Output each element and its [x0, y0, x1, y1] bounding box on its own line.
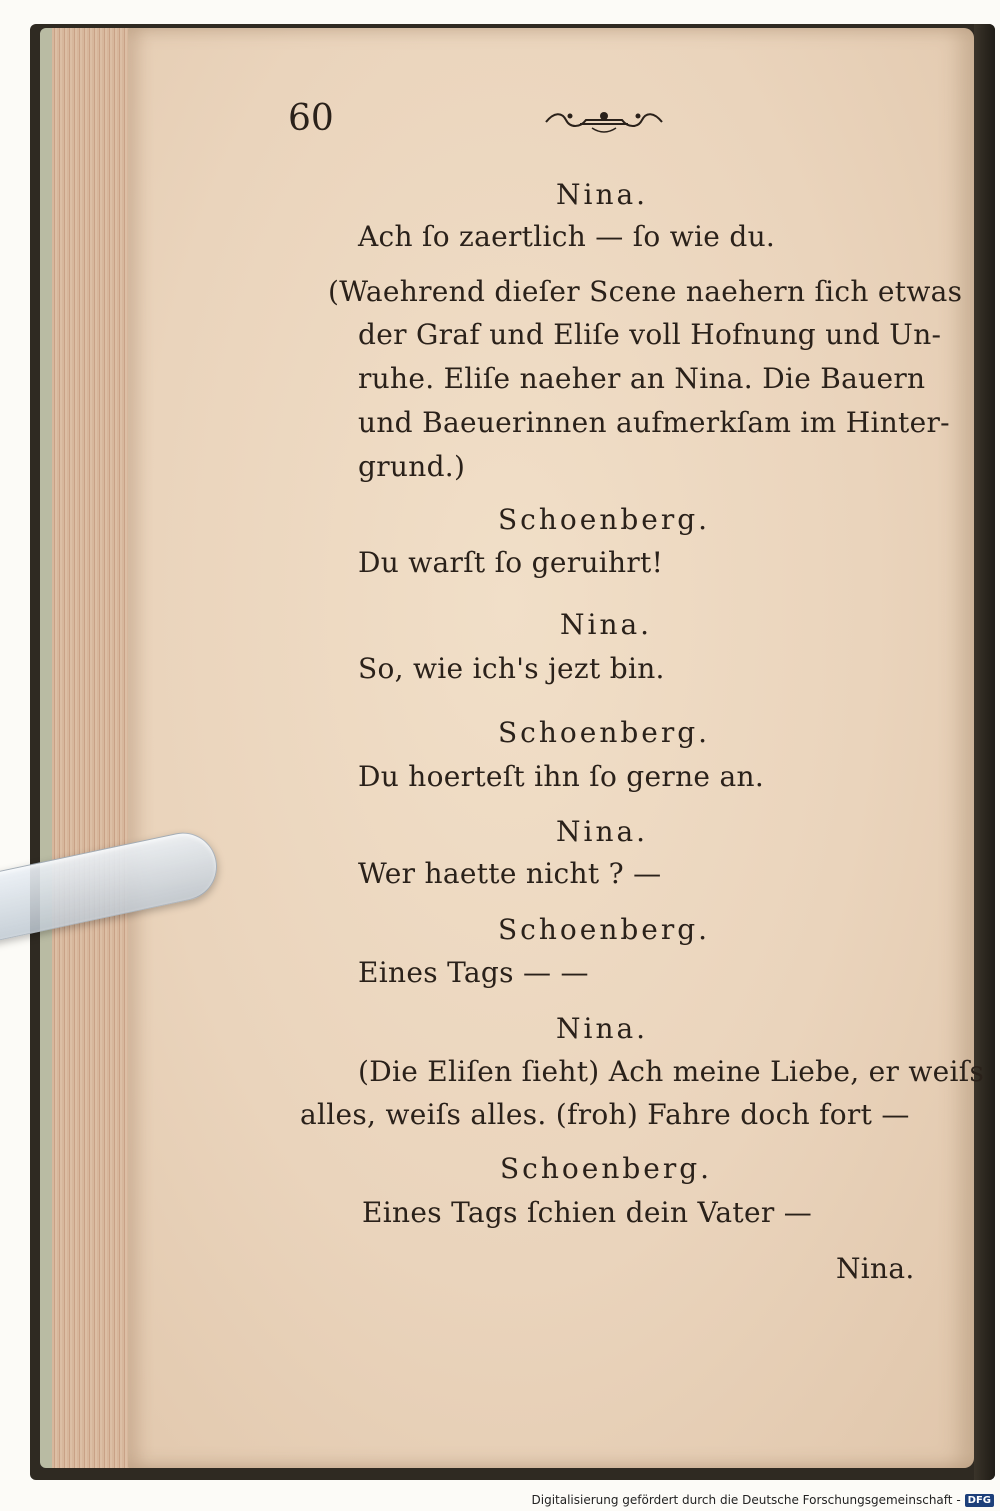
speaker-name: Nina. — [556, 1012, 649, 1045]
footer-text: Digitalisierung gefördert durch die Deutsche Forschungsgemeinschaft - — [531, 1493, 961, 1507]
facing-page-edge — [974, 24, 995, 1480]
dialogue-line: So, wie ich's jezt bin. — [358, 652, 665, 685]
ornament-icon — [540, 106, 668, 138]
dialogue-line: Du warſt ſo geruihrt! — [358, 546, 664, 579]
dialogue-line: alles, weiſs alles. (froh) Fahre doch fort — — [300, 1098, 910, 1131]
digitization-credit — [532, 1493, 995, 1507]
speaker-name: Schoenberg. — [498, 503, 711, 536]
stage-direction-line: grund.) — [358, 450, 466, 483]
stage-direction-line: und Baeuerinnen aufmerkſam im Hinter- — [358, 406, 950, 439]
dialogue-line: Eines Tags — — — [358, 956, 589, 989]
dialogue-line: Eines Tags ſchien dein Vater — — [362, 1196, 813, 1229]
speaker-name: Schoenberg. — [498, 913, 711, 946]
catchword: Nina. — [836, 1252, 915, 1285]
dfg-logo-icon: DFG — [965, 1494, 994, 1507]
speaker-name: Schoenberg. — [500, 1152, 713, 1185]
dialogue-line: Wer haette nicht ? — — [358, 857, 662, 890]
speaker-name: Nina. — [560, 608, 653, 641]
dialogue-line: Du hoerteſt ihn ſo gerne an. — [358, 760, 765, 793]
stage-direction-line: ruhe. Eliſe naeher an Nina. Die Bauern — [358, 362, 926, 395]
speaker-name: Schoenberg. — [498, 716, 711, 749]
speaker-name: Nina. — [556, 815, 649, 848]
dialogue-line: (Die Eliſen ſieht) Ach meine Liebe, er weiſs — [358, 1055, 985, 1088]
stage-direction-line: (Waehrend dieſer Scene naehern ſich etwas — [328, 275, 963, 308]
dialogue-line: Ach ſo zaertlich — ſo wie du. — [358, 220, 776, 253]
stage-direction-line: der Graf und Eliſe voll Hofnung und Un- — [358, 318, 942, 351]
page-number: 60 — [288, 98, 334, 139]
speaker-name: Nina. — [556, 178, 649, 211]
